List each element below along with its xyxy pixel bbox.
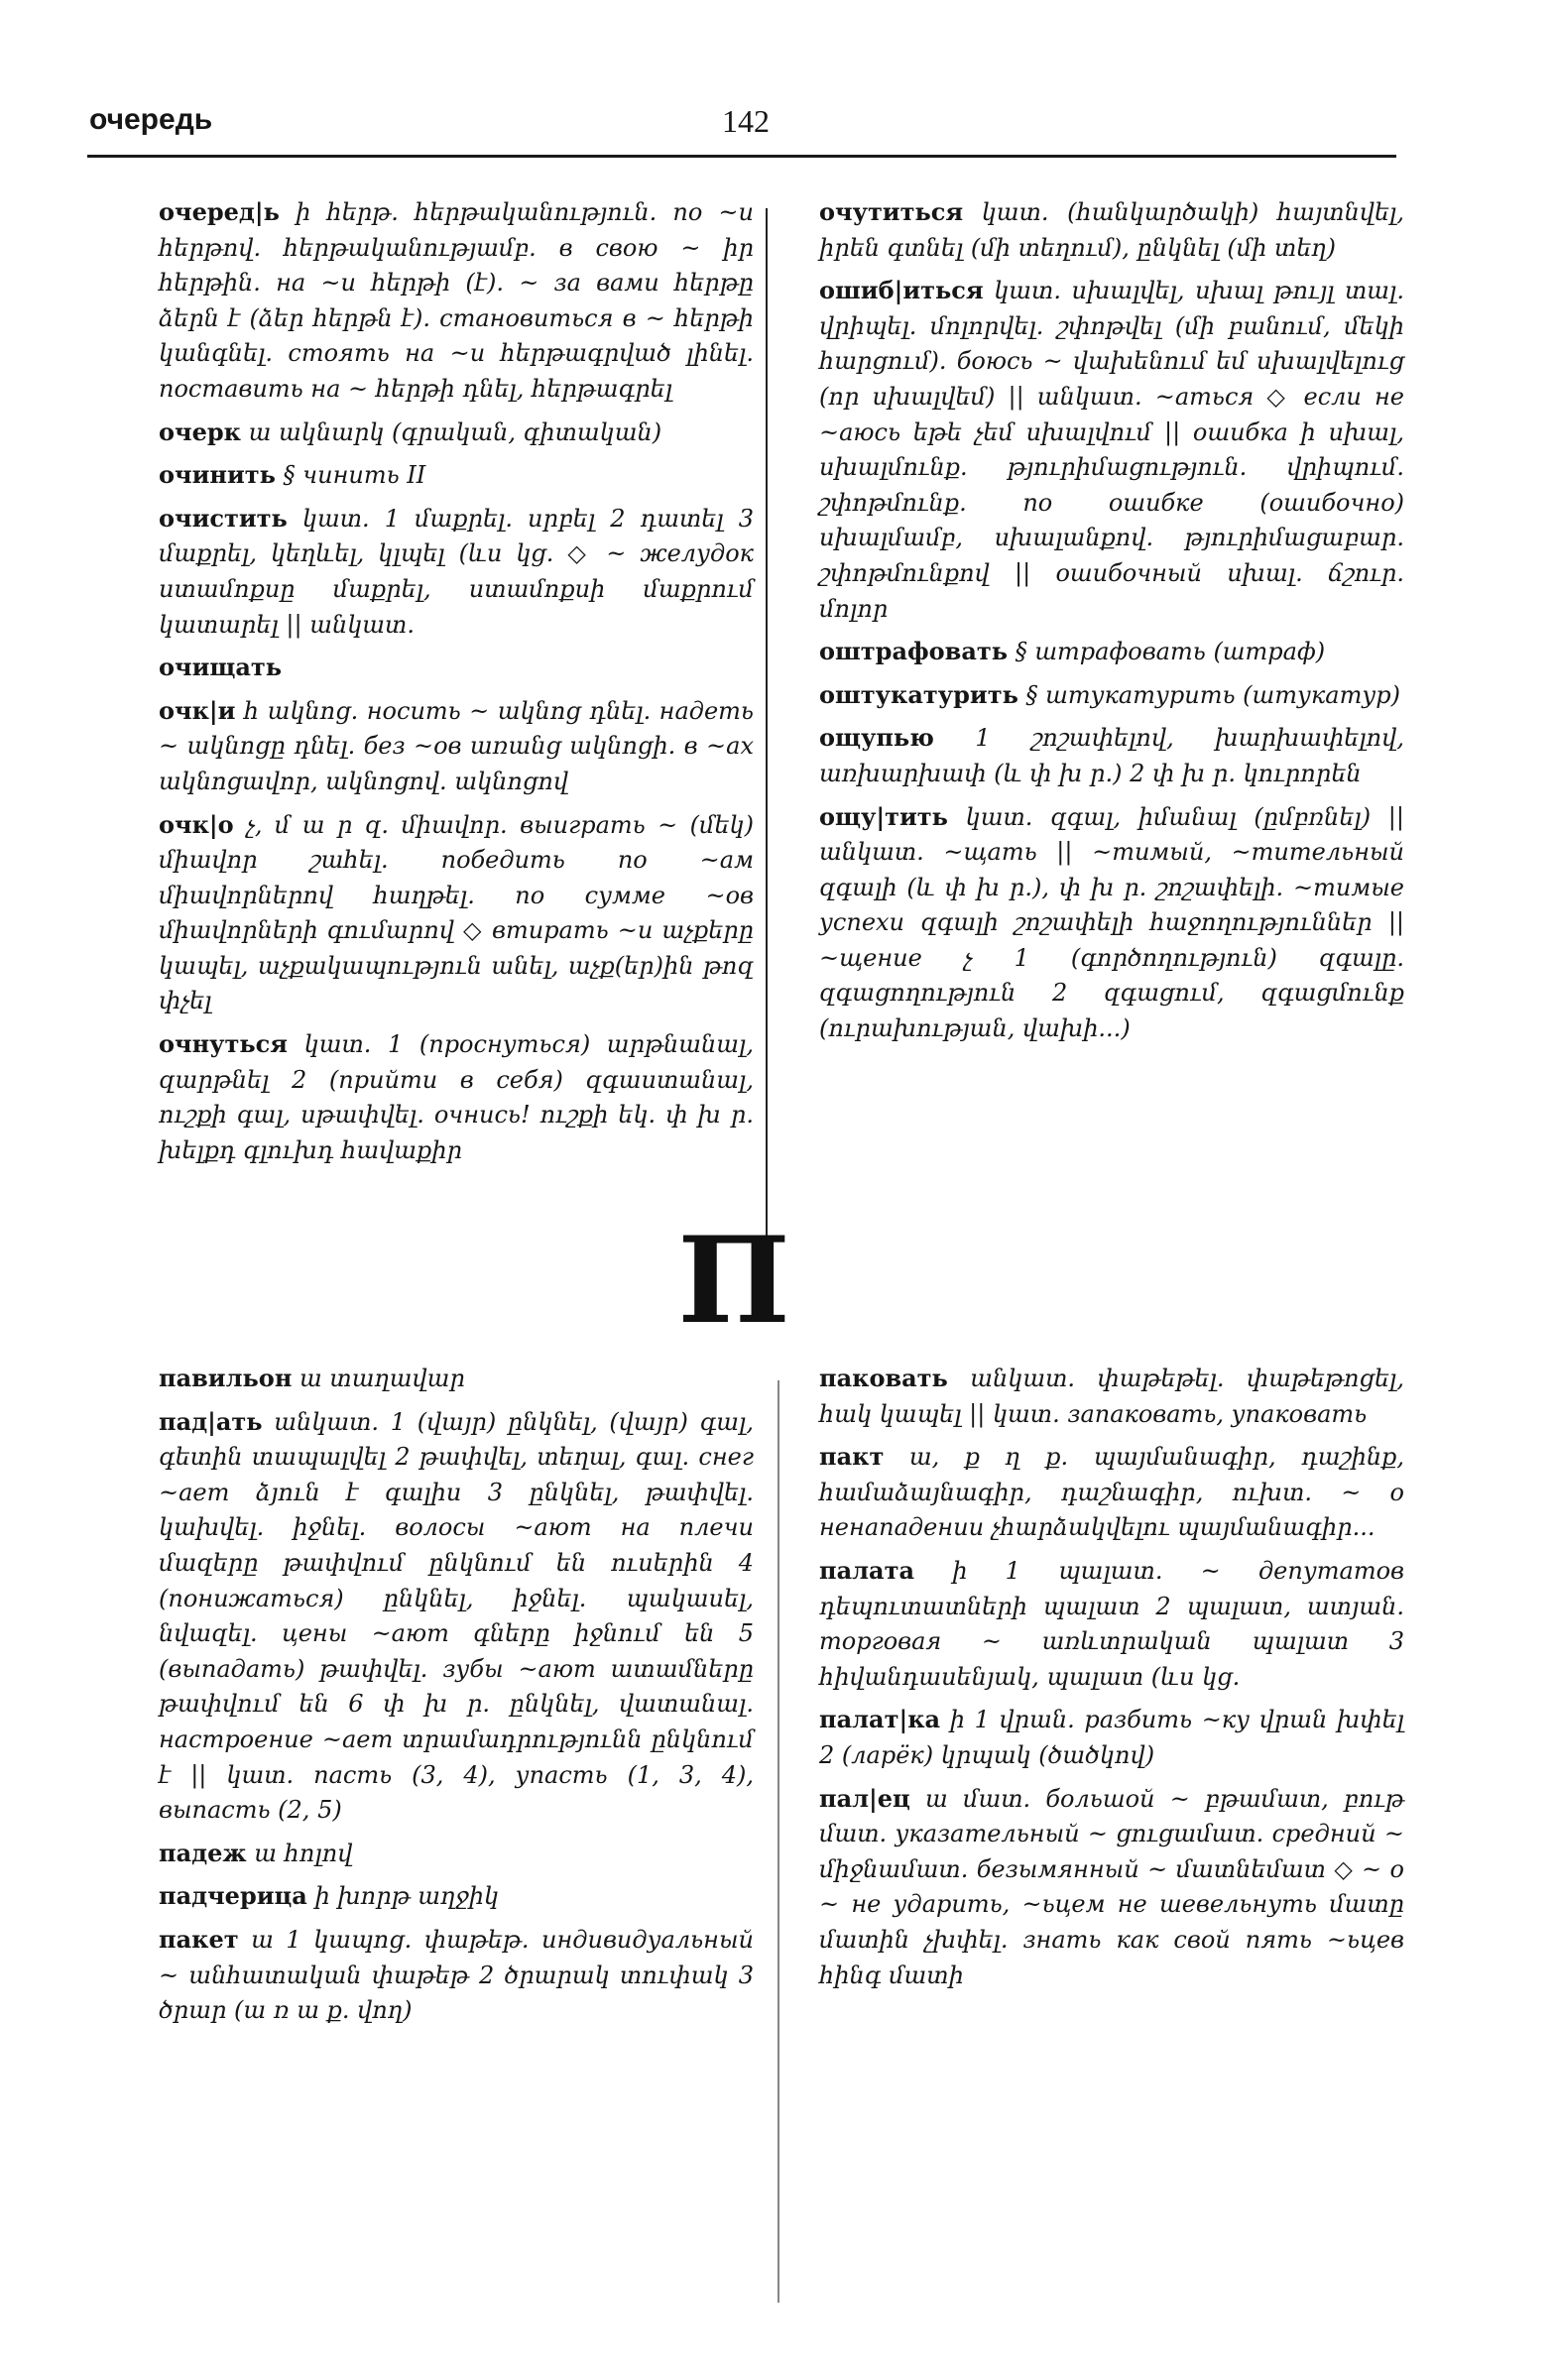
entry-headword: очерк	[159, 416, 241, 446]
entry-translation: ի խորթ աղջիկ	[314, 1882, 500, 1911]
entry-translation: ի 1 վրան. разбить ~ку վրան խփել 2 (ларёк) կրպակ (ծածկով)	[819, 1706, 1404, 1769]
entry-headword: очинить	[159, 460, 276, 490]
dictionary-entry	[819, 677, 1404, 714]
entry-headword: пал|ец	[819, 1783, 910, 1813]
dictionary-entry	[159, 807, 754, 1020]
entry-translation: կատ. (հանկարծակի) հայտնվել, իրեն գտնել (մի տեղում), ընկնել (մի տեղ)	[819, 198, 1404, 262]
entry-headword: павильон	[159, 1364, 293, 1392]
entry-translation: ի 1 պալատ. ~ депутатов դեպուտատների պալատ 2 պալատ, ատյան. торговая ~ առևտրական պալատ 3 հիվանդասենյակ, պալատ (ևս կց.	[819, 1556, 1404, 1691]
dictionary-entry	[159, 1361, 754, 1397]
entry-headword: ощу|тить	[819, 801, 948, 831]
entry-headword: падеж	[159, 1838, 247, 1867]
entry-headword: очнуться	[159, 1029, 289, 1059]
entry-translation: 1 շոշափելով, խարխափելով, առխարխափ (և փ խ ր.) 2 փ խ ր. կուրորեն	[819, 724, 1404, 787]
entry-headword: пакт	[819, 1442, 885, 1472]
entry-headword: пад|ать	[159, 1406, 263, 1436]
entry-headword: палата	[819, 1555, 915, 1585]
dictionary-entry	[159, 650, 754, 686]
dictionary-entry	[159, 501, 754, 643]
running-header-word: очередь	[89, 103, 213, 136]
column-divider-bottom	[778, 1380, 779, 2303]
entry-translation: կատ. զգալ, իմանալ (ըմբռնել) || անկատ. ~щать || ~тимый, ~тительный զգալի (և փ խ ր.), փ խ ր. շոշափելի. ~тимые успехи զգալի շոշափելի հաջողություններ || ~щение չ 1 (գործողություն) զգալը. զգացողություն 2 զգացում, զգացմունք (ուրախության, վախի...)	[819, 802, 1404, 1043]
dictionary-entry	[819, 720, 1404, 791]
dictionary-entry	[819, 799, 1404, 1047]
dictionary-entry	[819, 1781, 1404, 1994]
entry-translation: ի հերթ. հերթականություն. по ~и հերթով. հերթականությամբ. в свою ~ իր հերթին. на ~и հերթի (է). ~ за вами հերթը ձերն է (ձեր հերթն է). становиться в ~ հերթի կանգնել. стоять на ~и հերթագրված լինել. поставить на ~ հերթի դնել, հերթագրել	[159, 198, 754, 403]
entry-translation: ա 1 կապոց. փաթեթ. индивидуальный ~ անհատական փաթեթ 2 ծրարակ տուփակ 3 ծրար (ա ռ ա ք. վող)	[159, 1925, 754, 2025]
entry-translation: ա, ք ղ ք. պայմանագիր, դաշինք, համաձայնագիր, դաշնագիր, ուխտ. ~ о ненападении չհարձակվելու պայմանագիր...	[819, 1443, 1404, 1542]
dictionary-entry	[819, 273, 1404, 627]
entry-translation: հ ակնոց. носить ~ ակնոց դնել. надеть ~ ակնոցը դնել. без ~ов առանց ակնոցի. в ~ах ակնոցավոր, ակնոցով. ակնոցով	[159, 696, 755, 795]
entry-translation: § штукатурить (штукатур)	[1025, 680, 1401, 709]
entry-headword: очк|о	[159, 809, 234, 839]
dictionary-entry	[159, 415, 754, 451]
entry-translation: չ, մ ա ր զ. միավոր. выиграть ~ (մեկ) միավոր շահել. победить по ~ам միավորներով հաղթել. по сумме ~ов միավորների գումարով ◇ втирать ~и աչքերը կապել, աչքակապություն անել, աչք(եր)ին թոզ փչել	[159, 810, 754, 1015]
entry-headword: ощупью	[819, 723, 934, 753]
section-letter: П	[677, 1211, 790, 1351]
entry-translation: § чинить II	[283, 461, 426, 490]
entry-headword: очк|и	[159, 695, 236, 725]
entry-translation: կատ. 1 մաքրել. սրբել 2 դատել 3 մաքրել, կեղևել, կլպել (ևս կց. ◇ ~ желудок ստամոքսը մաքրել, ստամոքսի մաքրում կատարել || անկատ.	[159, 504, 754, 639]
dictionary-entry	[159, 693, 754, 800]
page-number: 142	[722, 103, 770, 139]
dictionary-entry	[159, 1836, 754, 1872]
dictionary-entry	[159, 1026, 754, 1168]
entry-headword: ошиб|иться	[819, 276, 984, 305]
entry-headword: пакет	[159, 1924, 239, 1954]
entry-headword: паковать	[819, 1364, 948, 1392]
entry-headword: очутиться	[819, 197, 964, 226]
entry-headword: оштукатурить	[819, 679, 1018, 709]
dictionary-entry	[159, 1878, 754, 1915]
dictionary-entry	[159, 1404, 754, 1829]
column-right-top	[819, 194, 1404, 1054]
entry-headword: падчерица	[159, 1881, 307, 1911]
dictionary-entry	[159, 457, 754, 494]
column-right-bottom	[819, 1361, 1404, 2000]
dictionary-entry	[159, 194, 754, 408]
dictionary-entry	[819, 1361, 1404, 1432]
entry-translation: կատ. սխալվել, սխալ թույլ տալ. վրիպել. մոլորվել. շփոթվել (մի բանում, մեկի հարցում). боюсь ~ վախենում եմ սխալվելուց (որ սխալվեմ) || անկատ. ~аться ◇ если не ~аюсь եթե չեմ սխալվում || ошибка ի սխալ, սխալմունք. թյուրիմացություն. վրիպում. շփոթմունք. по ошибке (ошибочно) սխալմամբ, սխալանքով. թյուրիմացաբար. շփոթմունքով || ошибочный սխալ. ճշուր. մոլոր	[819, 277, 1404, 623]
header-rule	[87, 155, 1396, 158]
dictionary-entry	[819, 1439, 1404, 1546]
entry-translation: § штрафовать (штраф)	[1015, 638, 1326, 666]
entry-translation: ա տաղավար	[299, 1365, 465, 1392]
dictionary-entry	[819, 1702, 1404, 1773]
entry-translation: ա հոլով	[254, 1839, 353, 1867]
entry-translation: անկատ. 1 (վայր) ընկնել, (վայր) գալ, գետին տապալվել 2 թափվել, տեղալ, գալ. снег ~ает ձյուն է գալիս 3 ընկնել, թափվել. կախվել. իջնել. волосы ~ают на плечи մազերը թափվում ընկնում են ուսերին 4 (понижаться) ընկնել, իջնել. պակասել, նվազել. цены ~ают գները իջնում են 5 (выпадать) թափվել. зубы ~ают ատամները թափվում են 6 փ խ ր. ընկնել, վատանալ. настроение ~ает տրամադրությունն ընկնում է || կատ. пасть (3, 4), упасть (1, 3, 4), выпасть (2, 5)	[159, 1407, 754, 1825]
entry-headword: очистить	[159, 503, 288, 533]
column-left-bottom	[159, 1361, 754, 2036]
entry-headword: оштрафовать	[819, 637, 1009, 666]
entry-translation: ա ակնարկ (գրական, գիտական)	[248, 417, 662, 446]
dictionary-entry	[819, 634, 1404, 670]
entry-translation: ա մատ. большой ~ բթամատ, բութ մատ. указательный ~ ցուցամատ. средний ~ միջնամատ. безымянный ~ մատնեմատ ◇ ~ о ~ не ударить, ~ьцем не шевельнуть մատը մատին չխփել. знать как свой пять ~ьцев հինգ մատի	[819, 1784, 1404, 1989]
entry-headword: палат|ка	[819, 1705, 941, 1734]
dictionary-entry	[819, 1553, 1404, 1695]
column-left-top	[159, 194, 754, 1175]
entry-headword: очеред|ь	[159, 197, 280, 226]
entry-headword: очищать	[159, 653, 283, 682]
entry-translation: կատ. 1 (проснуться) արթնանալ, զարթնել 2 (прийти в себя) զգաստանալ, ուշքի գալ, սթափվել. очнись! ուշքի եկ. փ խ ր. խելքդ գլուխդ հավաքիր	[159, 1030, 754, 1164]
entry-translation: անկատ. փաթեթել. փաթեթոցել, հակ կապել || կատ. запаковать, упаковать	[819, 1365, 1404, 1428]
column-divider	[766, 208, 768, 1250]
dictionary-entry	[819, 194, 1404, 266]
dictionary-entry	[159, 1922, 754, 2029]
